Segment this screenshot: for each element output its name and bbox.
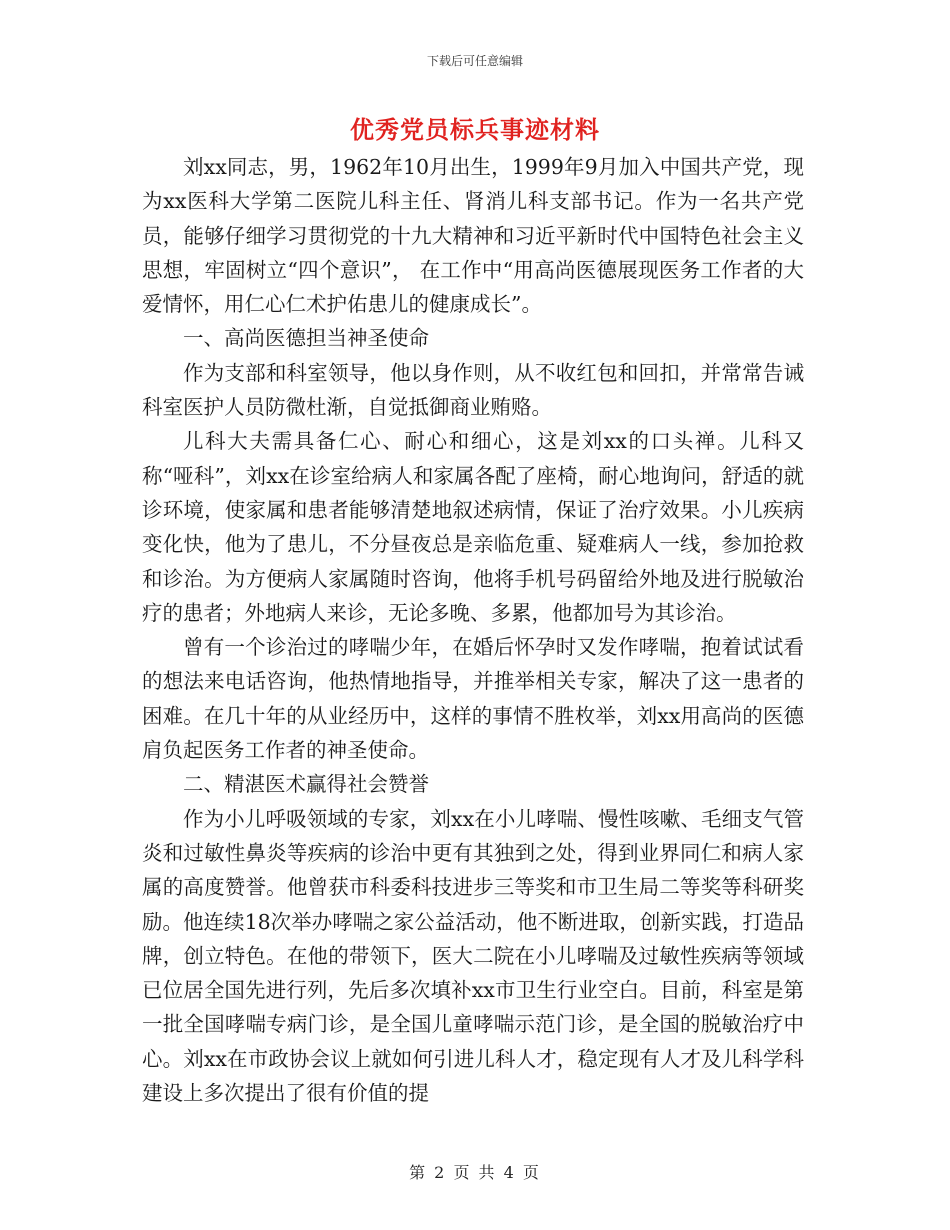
document-body [142, 150, 804, 1110]
document-title: 优秀党员标兵事迹材料 [350, 115, 600, 144]
body-paragraph: 作为小儿呼吸领域的专家，刘xx在小儿哮喘、慢性咳嗽、毛细支气管炎和过敏性鼻炎等疾病的诊治中更有其独到之处，得到业界同仁和病人家属的高度赞誉。他曾获市科委科技进步三等奖和市卫生局二等奖等科研奖励。他连续18次举办哮喘之家公益活动，他不断进取，创新实践，打造品牌，创立特色。在他的带领下，医大二院在小儿哮喘及过敏性疾病等领域已位居全国先进行列，先后多次填补xx市卫生行业空白。目前，科室是第一批全国哮喘专病门诊，是全国儿童哮喘示范门诊，是全国的脱敏治疗中心。刘xx在市政协会议上就如何引进儿科人才，稳定现有人才及儿科学科建设上多次提出了很有价值的提 [142, 806, 804, 1106]
section-heading-1: 一、高尚医德担当神圣使命 [183, 326, 429, 351]
section-heading-2: 二、精湛医术赢得社会赞誉 [183, 772, 429, 797]
body-paragraph: 作为支部和科室领导，他以身作则，从不收红包和回扣，并常常告诫科室医护人员防微杜渐，自觉抵御商业贿赂。 [142, 360, 804, 420]
body-paragraph: 儿科大夫需具备仁心、耐心和细心，这是刘xx的口头禅。儿科又称“哑科”，刘xx在诊室给病人和家属各配了座椅，耐心地询问，舒适的就诊环境，使家属和患者能够清楚地叙述病情，保证了治疗效果。小儿疾病变化快，他为了患儿，不分昼夜总是亲临危重、疑难病人一线，参加抢救和诊治。为方便病人家属随时咨询，他将手机号码留给外地及进行脱敏治疗的患者；外地病人来诊，无论多晚、多累，他都加号为其诊治。 [142, 429, 804, 625]
page-number: 第 2 页 共 4 页 [409, 1163, 541, 1182]
intro-paragraph: 刘xx同志，男，1962年10月出生，1999年9月加入中国共产党，现为xx医科大学第二医院儿科主任、肾消儿科支部书记。作为一名共产党员，能够仔细学习贯彻党的十九大精神和习近平新时代中国特色社会主义思想，牢固树立“四个意识”， 在工作中“用高尚医德展现医务工作者的大爱情怀，用仁心仁术护佑患儿的健康成长”。 [142, 155, 804, 317]
body-paragraph: 曾有一个诊治过的哮喘少年，在婚后怀孕时又发作哮喘，抱着试试看的想法来电话咨询，他热情地指导，并推举相关专家，解决了这一患者的困难。在几十年的从业经历中，这样的事情不胜枚举，刘xx用高尚的医德肩负起医务工作者的神圣使命。 [142, 635, 804, 763]
header-note: 下载后可任意编辑 [426, 54, 523, 68]
